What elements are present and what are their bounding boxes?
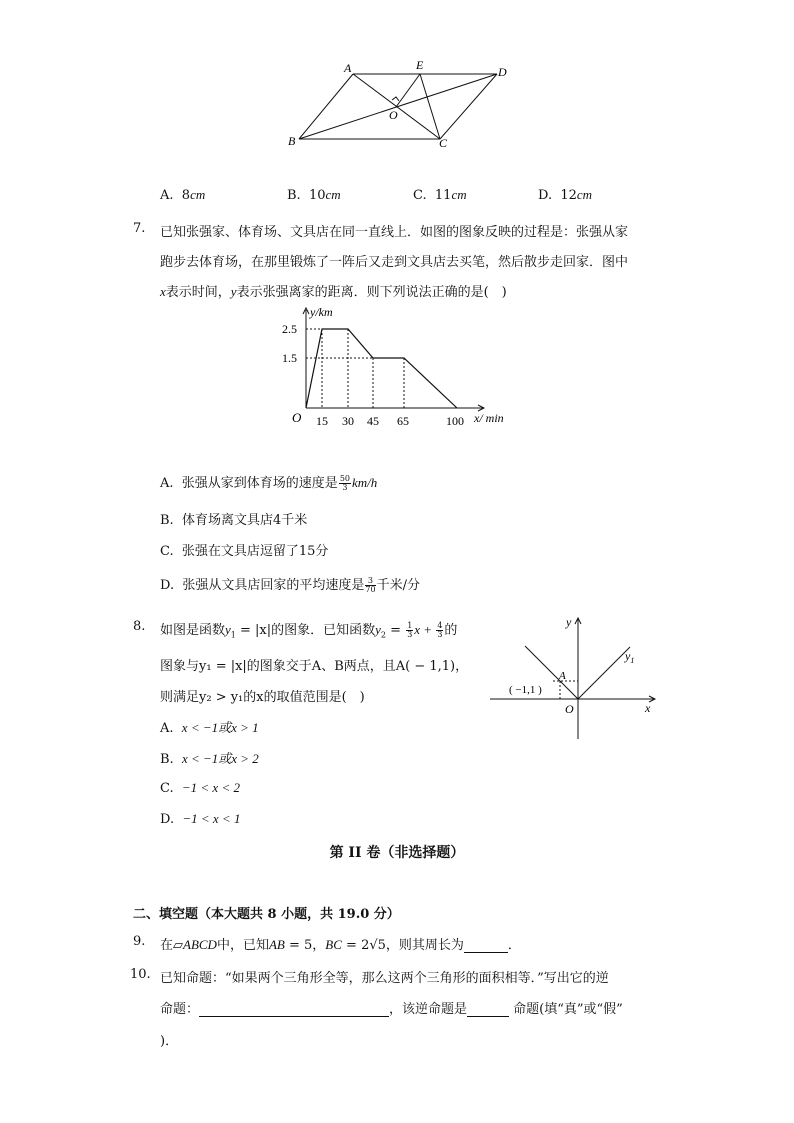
q8-option-a: A. x < −1或x > 1 xyxy=(160,720,259,736)
point-coordinate: ( −1,1 ) xyxy=(509,684,542,696)
q10-number: 10. xyxy=(130,967,151,982)
q8-option-b: B. x < −1或x > 2 xyxy=(160,751,259,767)
section-title: 第 II 卷（非选择题） xyxy=(329,845,465,861)
distance-time-graph xyxy=(278,302,518,432)
q8-text-line3: 则满足y₂ > y₁的x的取值范围是( ) xyxy=(160,690,365,705)
q7-option-d: D. 张强从文具店回家的平均速度是 $\frac{3}{70}$ 千米/分 xyxy=(160,576,420,594)
q10-text-line1: 已知命题：“如果两个三角形全等，那么这两个三角形的面积相等．”写出它的逆 xyxy=(160,971,609,986)
q7-text-line3: x表示时间，y表示张强离家的距离．则下列说法正确的是( ) xyxy=(160,284,507,300)
q7-option-c: C. 张强在文具店逗留了15分 xyxy=(160,544,329,559)
y-tick-2-5: 2.5 xyxy=(282,322,297,336)
fraction-50-3: $\frac{50}{3}$ xyxy=(339,474,350,492)
label-d: D xyxy=(498,65,507,79)
q6-option-d: D. 12cm xyxy=(538,187,593,203)
label-b: B xyxy=(288,134,296,148)
q10-text-line3: )． xyxy=(160,1034,179,1049)
origin-label: O xyxy=(565,702,574,716)
answer-blank[interactable] xyxy=(464,938,508,953)
q8-option-c: C. −1 < x < 2 xyxy=(160,780,240,796)
label-c: C xyxy=(439,136,448,150)
q10-text-line2: 命题： ，该逆命题是 命题(填“真”或“假” xyxy=(160,1002,623,1017)
y-axis-letter: y xyxy=(566,615,572,629)
q7-option-b: B. 体育场离文具店4千米 xyxy=(160,513,308,528)
q7-text-line1: 已知张强家、体育场、文具店在同一直线上．如图的图象反映的过程是：张强从家 xyxy=(160,225,629,240)
y-tick-1-5: 1.5 xyxy=(282,351,297,365)
parallelogram-figure xyxy=(280,55,520,155)
q6-option-b: B. 10cm xyxy=(287,187,341,203)
x-axis-letter: x xyxy=(645,701,651,715)
q9-text: 在▱ABCD中，已知AB = 5，BC = 2√5，则其周长为 ． xyxy=(160,937,521,953)
q7-text-line2: 跑步去体育场，在那里锻炼了一阵后又走到文具店去买笔，然后散步走回家．图中 xyxy=(160,255,629,270)
point-a-label: A xyxy=(559,670,566,682)
q8-text-line2: 图象与y₁ = |x|的图象交于A、B两点，且A( − 1,1)， xyxy=(160,659,469,674)
abs-function-graph xyxy=(485,612,665,742)
x-tick-30: 30 xyxy=(342,414,354,428)
origin-label: O xyxy=(292,410,302,425)
part-heading: 二、填空题（本大题共 8 小题，共 19.0 分） xyxy=(133,907,400,922)
x-tick-100: 100 xyxy=(446,414,464,428)
q7-number: 7. xyxy=(133,221,146,236)
x-axis-label: x/ min xyxy=(474,411,504,425)
label-a: A xyxy=(344,61,352,75)
q9-number: 9. xyxy=(133,934,146,949)
q6-option-a: A. 8cm xyxy=(160,187,206,203)
q8-option-d: D. −1 < x < 1 xyxy=(160,811,241,827)
q7-option-a: A. 张强从家到体育场的速度是 $\frac{50}{3}$ km/h xyxy=(160,474,378,492)
q6-option-c: C. 11cm xyxy=(413,187,467,203)
y-axis-label: y/km xyxy=(310,305,333,319)
q8-number: 8. xyxy=(133,619,146,634)
x-tick-15: 15 xyxy=(316,414,328,428)
fraction-3-70: $\frac{3}{70}$ xyxy=(365,576,376,594)
label-o: O xyxy=(389,108,398,122)
true-false-blank[interactable] xyxy=(467,1002,509,1017)
converse-blank[interactable] xyxy=(199,1002,389,1017)
q8-text-line1: 如图是函数$y_1 = |x|$的图象．已知函数$y_2$ = $\frac{1}{3}$ x + $\frac{4}{3}$ 的 xyxy=(160,621,458,640)
x-tick-45: 45 xyxy=(367,414,379,428)
x-tick-65: 65 xyxy=(397,414,409,428)
y1-curve-label: $y_1$ xyxy=(625,649,635,665)
label-e: E xyxy=(416,58,424,72)
